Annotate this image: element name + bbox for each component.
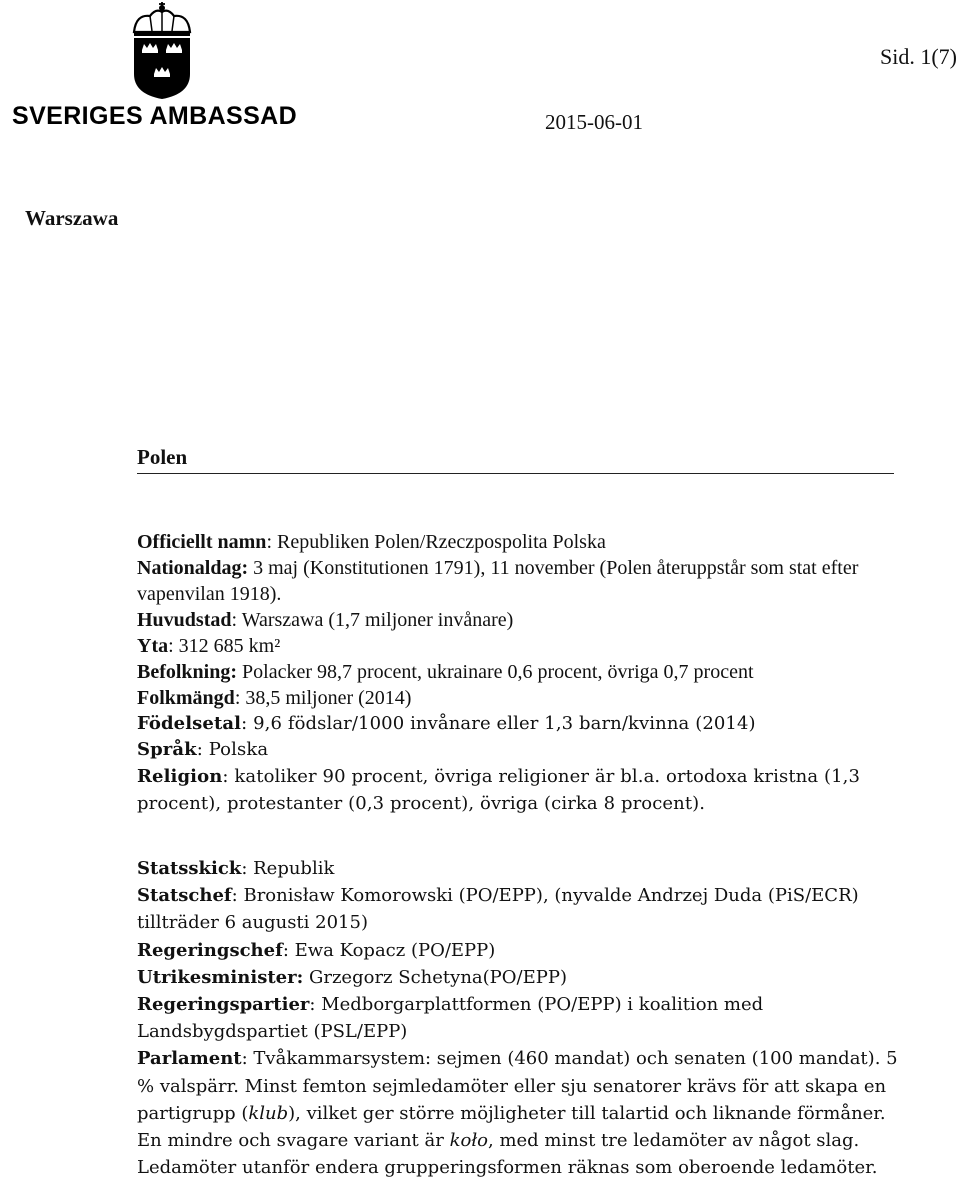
fact-label: Parlament — [137, 1048, 242, 1070]
fact-value: katoliker 90 procent, övriga religioner är bl.a. ortodoxa kristna (1,3 procent), protestanter (0,3 procent), övriga (cirka 8 procent). — [137, 766, 861, 814]
fact-value-italic: klub — [248, 1102, 289, 1124]
fact-form-of-government — [137, 855, 902, 882]
fact-capital — [137, 607, 902, 633]
fact-value: Polacker 98,7 procent, ukrainare 0,6 procent, övriga 0,7 procent — [242, 661, 754, 683]
fact-sep: : — [241, 713, 254, 734]
fact-governing-parties — [137, 991, 902, 1045]
fact-foreign-minister — [137, 964, 902, 991]
fact-value: 38,5 miljoner (2014) — [245, 687, 412, 709]
fact-label: Befolkning: — [137, 661, 238, 683]
fact-label: Regeringschef — [137, 939, 283, 961]
fact-label: Statschef — [137, 885, 232, 907]
fact-value: ), vilket ger större möjligheter till talartid och liknande förmåner. En mindre och svagare variant är — [137, 1102, 886, 1152]
fact-value: Tvåkammarsystem: sejmen (460 mandat) och senaten (100 mandat). 5 % valspärr. Minst femton sejmledamöter eller sju senatorer krävs för att skapa en partigrupp ( — [137, 1048, 898, 1124]
fact-label: Statsskick — [137, 858, 242, 879]
fact-value: , med minst tre ledamöter av något slag. Ledamöter utanför endera grupperingsformen räknas som oberoende ledamöter. — [137, 1130, 878, 1179]
fact-value: Ewa Kopacz (PO/EPP) — [294, 939, 496, 961]
fact-sep: : — [241, 1048, 254, 1070]
location-heading: Warszawa — [25, 206, 119, 230]
fact-population — [137, 659, 902, 685]
fact-label: Språk — [137, 739, 197, 760]
fact-sep: : — [196, 739, 209, 760]
fact-value: Republik — [253, 858, 335, 879]
fact-official-name — [137, 529, 902, 555]
fact-value: Medborgarplattformen (PO/EPP) i koalition med Landsbygdspartiet (PSL/EPP) — [137, 994, 764, 1043]
fact-sep: : — [234, 687, 246, 709]
fact-value: 9,6 födslar/1000 invånare eller 1,3 barn/kvinna (2014) — [253, 713, 756, 734]
fact-national-day — [137, 555, 902, 607]
heading-rule — [137, 473, 894, 474]
fact-label: Utrikesminister: — [137, 966, 304, 988]
fact-label: Officiellt namn — [137, 531, 267, 553]
fact-value: Polska — [208, 739, 269, 760]
embassy-logo — [12, 2, 302, 132]
page-number: Sid. 1(7) — [880, 44, 957, 69]
crown-three-crowns-emblem-icon — [126, 2, 198, 100]
politics-facts — [137, 855, 902, 1181]
fact-religion — [137, 763, 902, 817]
fact-area — [137, 633, 902, 659]
fact-value: Warszawa (1,7 miljoner invånare) — [241, 609, 514, 631]
fact-value-italic: koło — [449, 1130, 488, 1152]
fact-label: Yta — [137, 635, 169, 657]
fact-head-of-state — [137, 882, 902, 936]
fact-label: Regeringspartier — [137, 994, 310, 1016]
embassy-logo-text: SVERIGES AMBASSAD — [12, 102, 298, 130]
fact-sep: : — [222, 766, 235, 787]
fact-value: 3 maj (Konstitutionen 1791), 11 november (Polen återuppstår som stat efter vapenvilan 1918). — [137, 557, 859, 605]
fact-value: 312 685 km² — [178, 635, 281, 657]
fact-sep: : — [241, 858, 254, 879]
fact-sep: : — [231, 609, 242, 631]
country-facts — [137, 529, 902, 817]
fact-population-count — [137, 685, 902, 711]
fact-label: Födelsetal — [137, 713, 242, 734]
fact-value: Grzegorz Schetyna(PO/EPP) — [308, 966, 567, 988]
fact-label: Folkmängd — [137, 687, 235, 709]
fact-value: Bronisław Komorowski (PO/EPP), (nyvalde Andrzej Duda (PiS/ECR) tillträder 6 augusti 2015) — [137, 885, 859, 934]
country-heading: Polen — [137, 445, 188, 469]
fact-head-of-government — [137, 937, 902, 964]
fact-label: Religion — [137, 766, 223, 787]
fact-sep: : — [168, 635, 179, 657]
fact-language — [137, 737, 902, 763]
fact-birth-rate — [137, 711, 902, 737]
fact-sep: : — [231, 885, 244, 907]
fact-value: Republiken Polen/Rzeczpospolita Polska — [277, 531, 606, 553]
fact-sep: : — [266, 531, 277, 553]
fact-label: Huvudstad — [137, 609, 232, 631]
fact-label: Nationaldag: — [137, 557, 249, 579]
document-date: 2015-06-01 — [545, 110, 643, 134]
fact-sep: : — [309, 994, 322, 1016]
fact-parliament — [137, 1045, 902, 1181]
fact-sep: : — [282, 939, 295, 961]
